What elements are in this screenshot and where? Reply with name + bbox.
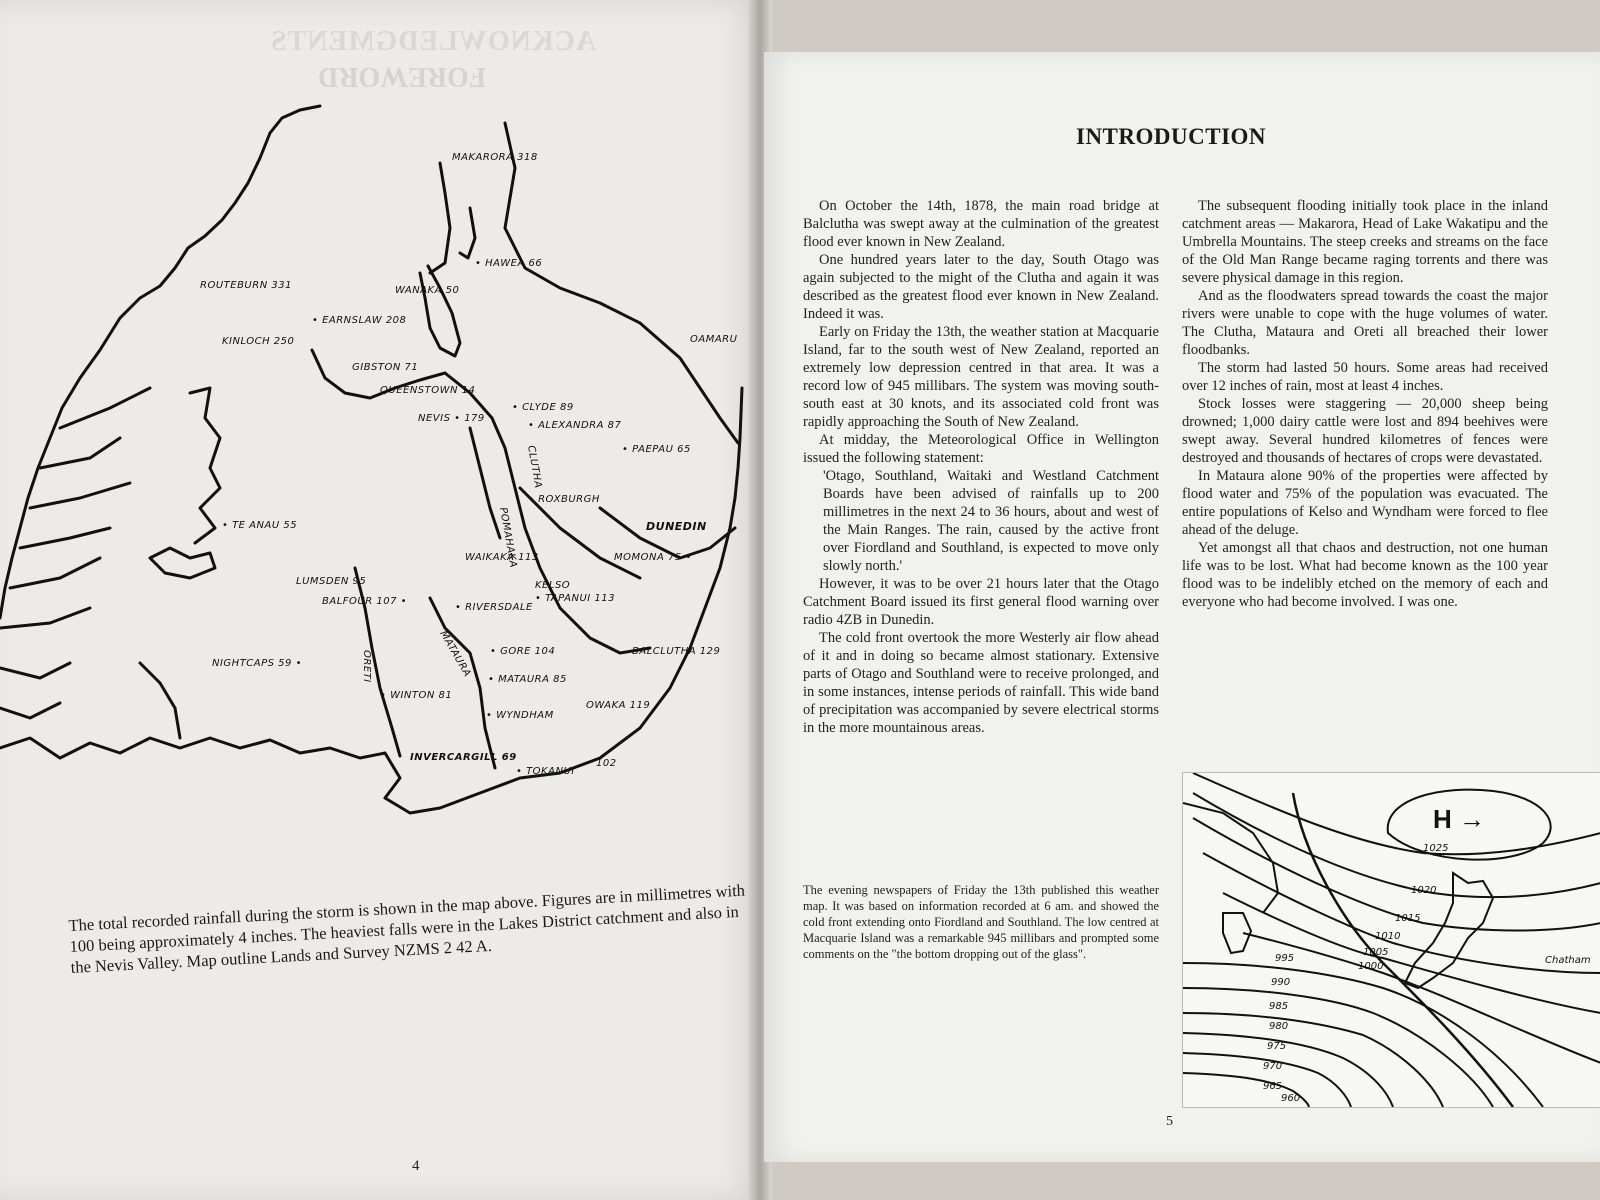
label-balclutha: BALCLUTHA 129	[632, 646, 721, 657]
lake-manapouri	[150, 548, 215, 578]
label-tokanui: • TOKANUI	[516, 766, 575, 777]
label-dunedin: DUNEDIN	[646, 520, 707, 533]
label-wanaka: WANAKA 50	[395, 285, 460, 296]
label-momona: MOMONA 75 •	[614, 552, 692, 563]
label-nevis: NEVIS • 179	[418, 413, 485, 424]
label-waikaka: WAIKAKA 113	[465, 552, 539, 563]
paragraph: Early on Friday the 13th, the weather station at Macquarie Island, far to the south west of New Zealand, reported an extremely low depression centred in that area. It was a record low of 945 millibars. The system was moving south-south east at 30 knots, and its associated cold front was rapidly approaching the South of New Zealand.	[803, 324, 1159, 430]
text-column-1	[803, 197, 1159, 737]
coast-road	[600, 508, 735, 558]
paragraph: One hundred years later to the day, South Otago was again subjected to the might of the Clutha and again it was described as the greatest flood ever known in New Zealand. Indeed it was.	[803, 252, 1159, 322]
fiord-2	[40, 438, 120, 468]
label-pomahaka: POMAHAKA	[497, 506, 519, 569]
rainfall-map-svg	[0, 88, 762, 848]
label-te-anau: • TE ANAU 55	[222, 520, 298, 531]
lake-te-anau	[190, 388, 220, 543]
label-kelso: KELSO	[535, 580, 571, 591]
isobar-label-980: 980	[1269, 1021, 1289, 1032]
isobar-label-1015: 1015	[1395, 913, 1421, 924]
isobar-label-975: 975	[1267, 1041, 1287, 1052]
label-riversdale: • RIVERSDALE	[455, 602, 533, 613]
label-gibston: GIBSTON 71	[352, 362, 419, 373]
label-mataura-river: MATAURA	[437, 629, 473, 680]
fiord-1	[60, 388, 150, 428]
label-kinloch: KINLOCH 250	[222, 336, 295, 347]
isobar-label-995: 995	[1275, 953, 1295, 964]
label-oreti: ORETI	[361, 650, 372, 683]
isobar-990	[1183, 988, 1493, 1107]
isobar-label-1000: 1000	[1358, 961, 1384, 972]
isobar-label-1025: 1025	[1423, 843, 1449, 854]
weather-map	[1182, 772, 1600, 1108]
map-labels	[200, 152, 738, 777]
high-pressure-label: H →	[1433, 804, 1485, 834]
lake-monowai	[140, 663, 180, 738]
label-gore: • GORE 104	[490, 646, 556, 657]
label-hawea: • HAWEA 66	[475, 258, 543, 269]
isobar-1025	[1193, 773, 1600, 854]
inland-boundary-1	[470, 428, 500, 538]
isobar-label-970: 970	[1263, 1061, 1283, 1072]
lake-hawea	[430, 163, 450, 273]
label-queenstown: QUEENSTOWN 14	[380, 385, 476, 396]
label-nightcaps: NIGHTCAPS 59 •	[212, 658, 302, 669]
isobar-label-990: 990	[1271, 977, 1291, 988]
text-column-2	[1182, 197, 1548, 611]
label-owaka: OWAKA 119	[586, 700, 651, 711]
label-clutha: CLUTHA	[525, 444, 544, 490]
label-earnslaw: • EARNSLAW 208	[312, 315, 407, 326]
paragraph: At midday, the Meteorological Office in Wellington issued the following statement:	[803, 432, 1159, 466]
label-winton: • WINTON 81	[380, 690, 453, 701]
paragraph: However, it was to be over 21 hours later that the Otago Catchment Board issued its first general flood warning over radio 4ZB in Dunedin.	[803, 576, 1159, 628]
isobar-label-1020: 1020	[1411, 885, 1437, 896]
label-oamaru: OAMARU	[690, 334, 738, 345]
weather-map-caption: The evening newspapers of Friday the 13th published this weather map. It was based on information recorded at 6 am. and showed the cold front extending onto Fiordland and Southland. The low centred at Macquarie Island was a remarkable 945 millibars and prompted some comments on the "the bottom dropping out of the glass".	[803, 883, 1159, 961]
paragraph: The cold front overtook the more Westerly air flow ahead of it and in doing so became almost stationary. Extensive parts of Otago and Southland were to receive prolonged, and in some instances, intense periods of rainfall. This wide band of precipitation was accompanied by severe electrical storms in the more mountainous areas.	[803, 630, 1159, 736]
isobar-label-965: 965	[1263, 1081, 1283, 1092]
paragraph: In Mataura alone 90% of the properties were affected by flood water and 75% of the population was evacuated. The entire populations of Kelso and Wyndham were forced to flee ahead of the deluge.	[1182, 468, 1548, 538]
label-alexandra: • ALEXANDRA 87	[528, 420, 622, 431]
lake-hawea-2	[460, 208, 475, 258]
fiord-4	[20, 528, 110, 548]
isobar-label-1010: 1010	[1375, 931, 1401, 942]
fiord-6	[0, 608, 90, 628]
label-mataura: • MATAURA 85	[488, 674, 567, 685]
label-clyde: • CLYDE 89	[512, 402, 574, 413]
paragraph: And as the floodwaters spread towards the coast the major rivers were unable to cope with the huge volumes of water. The Clutha, Mataura and Oreti all breached their lower floodbanks.	[1182, 288, 1548, 358]
fiord-5	[10, 558, 100, 588]
isobar-label-985: 985	[1269, 1001, 1289, 1012]
page-number-right: 5	[1166, 1114, 1173, 1129]
quoted-statement: 'Otago, Southland, Waitaki and Westland Catchment Boards have been advised of rainfalls up to 200 millimetres in the next 24 to 36 hours, about and west of the Main Ranges. The rain, caused by the active front over Fiordland and Southland, is expected to move only slowly north.'	[823, 468, 1159, 574]
label-wyndham: • WYNDHAM	[486, 710, 554, 721]
chatham-label: Chatham	[1545, 955, 1591, 966]
paragraph: The subsequent flooding initially took place in the inland catchment areas — Makarora, Head of Lake Wakatipu and the Umbrella Mountains. The steep creeks and streams on the face of the Old Man Range became raging torrents and there was severe physical damage in this region.	[1182, 198, 1548, 286]
fiord-8	[0, 703, 60, 718]
fiord-3	[30, 483, 130, 508]
label-roxburgh: • ROXBURGH	[528, 494, 600, 505]
left-page	[0, 0, 762, 1200]
waitaki-coast	[505, 123, 738, 443]
label-invercargill: INVERCARGILL 69	[410, 752, 517, 763]
label-routeburn: ROUTEBURN 331	[200, 280, 292, 291]
isobar-label-960: 960	[1281, 1093, 1301, 1104]
mataura-river	[430, 598, 495, 768]
map-caption: The total recorded rainfall during the storm is shown in the map above. Figures are in millimetres with 100 being approximately 4 inches. The heaviest falls were in the Lakes District catchment and also in the Nevis Valley. Map outline Lands and Survey NZMS 2 42 A.	[68, 880, 746, 977]
paragraph: Yet amongst all that chaos and destruction, not one human life was to be lost. What had become known as the 100 year flood was to be indelibly etched on the memory of each and everyone who had become involved. I was one.	[1182, 540, 1548, 610]
bleed-through-heading-2: FOREWORD	[318, 61, 486, 92]
page-title: INTRODUCTION	[1076, 124, 1267, 149]
rainfall-map	[0, 88, 762, 848]
label-makarora: MAKARORA 318	[452, 152, 538, 163]
bleed-through-heading: ACKNOWLEDGMENTS	[270, 26, 597, 57]
label-paepau: • PAEPAU 65	[622, 444, 691, 455]
fiord-7	[0, 663, 70, 678]
paragraph: On October the 14th, 1878, the main road bridge at Balclutha was swept away at the culmination of the greatest flood ever known in New Zealand.	[803, 198, 1159, 250]
page-number-left: 4	[412, 1158, 420, 1174]
label-tokanui-value: 102	[596, 758, 617, 769]
paragraph: The storm had lasted 50 hours. Some areas had received over 12 inches of rain, most at least 4 inches.	[1182, 360, 1548, 394]
label-lumsden: LUMSDEN 95	[296, 576, 367, 587]
label-tapanui: • TAPANUI 113	[535, 593, 615, 604]
label-balfour: BALFOUR 107 •	[322, 596, 408, 607]
lake-wanaka	[420, 266, 460, 356]
paragraph: Stock losses were staggering — 20,000 sheep being drowned; 1,000 dairy cattle were lost and 894 beehives were swept away. Several hundred kilometres of fences were destroyed and thousands of hectares of crops were devastated.	[1182, 396, 1548, 466]
isobar-label-1005: 1005	[1363, 947, 1389, 958]
weather-map-svg	[1183, 773, 1600, 1107]
